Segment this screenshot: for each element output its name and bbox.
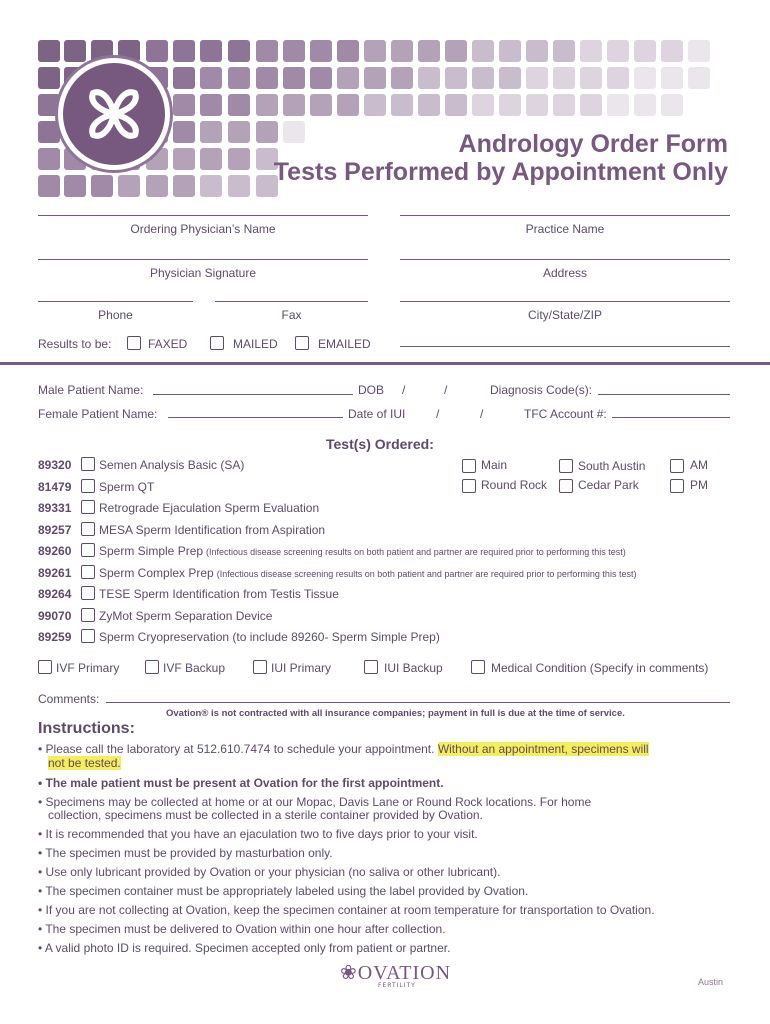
instruction-1-cont xyxy=(48,756,121,770)
pattern-square xyxy=(283,67,305,89)
results-to-be-label: Results to be: xyxy=(38,337,112,351)
test-name: TESE Sperm Identification from Testis Tissue xyxy=(99,587,339,601)
pattern-square xyxy=(391,67,413,89)
pattern-square xyxy=(526,94,548,116)
instruction-8: • If you are not collecting at Ovation, keep the specimen container at room temperature for transportation to Ovation. xyxy=(38,903,655,917)
pattern-square xyxy=(256,94,278,116)
pattern-square xyxy=(634,94,656,116)
test-code: 89257 xyxy=(38,522,72,537)
pattern-square xyxy=(38,40,60,62)
pattern-square xyxy=(64,40,86,62)
test-note: (Infectious disease screening results on both patient and partner are required prior to performing this test) xyxy=(216,568,637,579)
dob-slash-1: / xyxy=(402,383,406,397)
pattern-square xyxy=(256,121,278,143)
instruction-3: • Specimens may be collected at home or at our Mopac, Davis Lane or Round Rock locations. For home xyxy=(38,795,592,809)
test-name: ZyMot Sperm Separation Device xyxy=(99,608,273,623)
pattern-square xyxy=(64,175,86,197)
comments-line[interactable] xyxy=(106,702,730,703)
date-of-iui-label: Date of IUI xyxy=(348,407,406,421)
fax-line[interactable] xyxy=(215,301,368,302)
medical-condition-checkbox[interactable] xyxy=(471,660,485,674)
pattern-square xyxy=(310,94,332,116)
pattern-square xyxy=(634,40,656,62)
pattern-square xyxy=(364,40,386,62)
pattern-square xyxy=(580,40,602,62)
pattern-square xyxy=(472,40,494,62)
city-state-zip-line[interactable] xyxy=(400,301,730,302)
emailed-checkbox[interactable] xyxy=(295,336,309,350)
test-item xyxy=(99,630,440,644)
pattern-square xyxy=(688,40,710,62)
pattern-square xyxy=(173,40,195,62)
pattern-square xyxy=(283,40,305,62)
pattern-square xyxy=(228,148,250,170)
ivf-backup-checkbox[interactable] xyxy=(145,660,159,674)
test-name: Sperm Simple Prep xyxy=(99,544,204,558)
iui-backup-checkbox[interactable] xyxy=(364,660,378,674)
pattern-square xyxy=(200,121,222,143)
pattern-square xyxy=(418,40,440,62)
pattern-square xyxy=(526,40,548,62)
pattern-square xyxy=(310,40,332,62)
pattern-square xyxy=(310,67,332,89)
footer-sub: FERTILITY xyxy=(378,982,416,989)
test-code: 89320 xyxy=(38,458,72,472)
comments-label: Comments: xyxy=(38,692,100,706)
faxed-checkbox[interactable] xyxy=(127,336,141,350)
test-checkbox[interactable] xyxy=(81,608,95,622)
fax-label: Fax xyxy=(281,308,302,322)
test-name: Sperm Cryopreservation (to include 89260- Sperm Simple Prep) xyxy=(99,630,440,644)
medical-condition-label: Medical Condition (Specify in comments) xyxy=(491,661,709,675)
pattern-square xyxy=(200,94,222,116)
dob-slash-2: / xyxy=(444,383,448,397)
instruction-4: • It is recommended that you have an ejaculation two to five days prior to your visit. xyxy=(38,827,478,841)
test-item xyxy=(99,458,244,472)
practice-name-line[interactable] xyxy=(400,215,730,216)
test-checkbox[interactable] xyxy=(81,565,95,579)
pattern-square xyxy=(553,94,575,116)
dob-label: DOB xyxy=(358,383,385,397)
location-south-austin-checkbox[interactable] xyxy=(559,459,573,473)
pattern-square xyxy=(634,67,656,89)
ovation-logo xyxy=(58,58,170,170)
pattern-square xyxy=(228,175,250,197)
location-round-rock-label: Round Rock xyxy=(481,478,548,492)
am-label: AM xyxy=(690,458,708,472)
instruction-6: • Use only lubricant provided by Ovation or your physician (no saliva or other lubricant). xyxy=(38,865,501,879)
male-patient-name-line[interactable] xyxy=(153,394,353,395)
pattern-square xyxy=(38,175,60,197)
location-south-austin-label: South Austin xyxy=(578,459,646,473)
pattern-square xyxy=(472,67,494,89)
location-main-label: Main xyxy=(481,458,508,472)
ordering-physician-line[interactable] xyxy=(38,215,368,216)
instruction-3-cont: collection, specimens must be collected in a sterile container provided by Ovation. xyxy=(48,808,483,822)
test-code: 81479 xyxy=(38,479,72,494)
iui-slash-1: / xyxy=(436,407,440,421)
instruction-1 xyxy=(38,742,649,756)
pattern-square xyxy=(418,67,440,89)
pattern-square xyxy=(228,121,250,143)
pattern-square xyxy=(688,67,710,89)
ivf-primary-checkbox[interactable] xyxy=(38,660,52,674)
pattern-square xyxy=(173,94,195,116)
pattern-square xyxy=(38,94,60,116)
pattern-square xyxy=(337,94,359,116)
pm-label: PM xyxy=(690,478,708,492)
ivf-primary-label: IVF Primary xyxy=(56,661,120,675)
insurance-disclaimer: Ovation® is not contracted with all insurance companies; payment in full is due at the time of service. xyxy=(166,708,625,719)
test-checkbox[interactable] xyxy=(81,457,95,471)
pattern-square xyxy=(91,175,113,197)
diagnosis-codes-label: Diagnosis Code(s): xyxy=(490,383,593,397)
female-patient-name-line[interactable] xyxy=(168,417,343,418)
test-code: 99070 xyxy=(38,608,72,623)
test-name: MESA Sperm Identification from Aspiration xyxy=(99,522,326,537)
pattern-square xyxy=(337,40,359,62)
pattern-square xyxy=(283,94,305,116)
female-patient-name-label: Female Patient Name: xyxy=(38,407,158,421)
city-state-zip-label: City/State/ZIP xyxy=(527,308,603,322)
pattern-square xyxy=(146,40,168,62)
test-note: (Infectious disease screening results on both patient and partner are required prior to performing this test) xyxy=(206,547,626,557)
pattern-square xyxy=(472,94,494,116)
test-checkbox[interactable] xyxy=(81,629,95,643)
form-title: Andrology Order Form xyxy=(458,130,728,158)
pattern-square xyxy=(38,121,60,143)
tfc-account-line[interactable] xyxy=(612,417,730,418)
tfc-account-label: TFC Account #: xyxy=(524,407,607,421)
footer-butterfly-icon: ❀ xyxy=(340,962,358,984)
pattern-square xyxy=(118,175,140,197)
pattern-square xyxy=(200,40,222,62)
pattern-square xyxy=(283,121,305,143)
instructions-heading: Instructions: xyxy=(38,720,135,737)
pattern-square xyxy=(661,94,683,116)
test-checkbox[interactable] xyxy=(81,543,95,557)
test-code: 89259 xyxy=(38,630,72,644)
address-label: Address xyxy=(542,266,588,280)
test-name: Retrograde Ejaculation Sperm Evaluation xyxy=(99,501,320,515)
pattern-square xyxy=(499,94,521,116)
pattern-square xyxy=(256,67,278,89)
pattern-square xyxy=(553,40,575,62)
test-name: Sperm QT xyxy=(99,479,155,494)
pattern-square xyxy=(146,175,168,197)
pattern-square xyxy=(200,67,222,89)
pattern-square xyxy=(38,148,60,170)
instruction-7: • The specimen container must be appropriately labeled using the label provided by Ovation. xyxy=(38,884,529,898)
tests-ordered-heading: Test(s) Ordered: xyxy=(326,436,434,452)
instruction-1-text: • Please call the laboratory at 512.610.7474 to schedule your appointment. xyxy=(38,742,435,756)
instruction-5: • The specimen must be provided by masturbation only. xyxy=(38,846,333,860)
pattern-square xyxy=(661,67,683,89)
test-checkbox[interactable] xyxy=(81,522,95,536)
test-code: 89260 xyxy=(38,544,72,558)
pattern-square xyxy=(526,67,548,89)
test-item xyxy=(99,566,636,580)
test-item xyxy=(99,501,319,515)
pm-checkbox[interactable] xyxy=(670,479,684,493)
pattern-square xyxy=(228,40,250,62)
pattern-square xyxy=(337,67,359,89)
test-item xyxy=(99,480,154,494)
diagnosis-codes-line[interactable] xyxy=(598,394,730,395)
pattern-square xyxy=(173,175,195,197)
mailed-checkbox[interactable] xyxy=(210,336,224,350)
form-subtitle: Tests Performed by Appointment Only xyxy=(273,158,728,186)
ivf-backup-label: IVF Backup xyxy=(163,661,226,675)
iui-primary-label: IUI Primary xyxy=(271,661,331,675)
test-code: 89331 xyxy=(38,501,72,515)
iui-primary-checkbox[interactable] xyxy=(253,660,267,674)
instruction-2: • The male patient must be present at Ovation for the first appointment. xyxy=(38,776,444,790)
location-cedar-park-label: Cedar Park xyxy=(578,478,639,492)
phone-line[interactable] xyxy=(38,301,193,302)
iui-backup-label: IUI Backup xyxy=(384,661,443,675)
mailed-label: MAILED xyxy=(233,337,278,351)
test-item xyxy=(99,544,626,558)
test-name: Semen Analysis Basic (SA) xyxy=(99,458,245,472)
location-cedar-park-checkbox[interactable] xyxy=(559,479,573,493)
pattern-square xyxy=(580,67,602,89)
pattern-square xyxy=(553,67,575,89)
section-divider xyxy=(0,362,770,365)
pattern-square xyxy=(580,94,602,116)
footer-location: Austin xyxy=(698,977,724,987)
pattern-square xyxy=(256,40,278,62)
pattern-square xyxy=(200,148,222,170)
email-line[interactable] xyxy=(400,346,730,347)
pattern-square xyxy=(200,175,222,197)
pattern-square xyxy=(228,67,250,89)
pattern-square xyxy=(173,148,195,170)
emailed-label: EMAILED xyxy=(318,337,371,351)
physician-signature-label: Physician Signature xyxy=(149,266,257,280)
location-round-rock-checkbox[interactable] xyxy=(462,479,476,493)
am-checkbox[interactable] xyxy=(670,459,684,473)
pattern-square xyxy=(445,40,467,62)
pattern-square xyxy=(499,40,521,62)
pattern-square xyxy=(499,67,521,89)
pattern-square xyxy=(445,94,467,116)
iui-slash-2: / xyxy=(480,407,484,421)
pattern-square xyxy=(173,121,195,143)
test-item xyxy=(99,609,272,623)
pattern-square xyxy=(38,67,60,89)
ordering-physician-label: Ordering Physician’s Name xyxy=(130,222,276,236)
phone-label: Phone xyxy=(98,308,133,322)
instruction-9: • The specimen must be delivered to Ovation within one hour after collection. xyxy=(38,922,446,936)
test-item xyxy=(99,523,325,537)
pattern-square xyxy=(364,94,386,116)
pattern-square xyxy=(661,40,683,62)
pattern-square xyxy=(391,94,413,116)
pattern-square xyxy=(391,40,413,62)
butterfly-icon xyxy=(63,63,165,165)
test-name: Sperm Complex Prep xyxy=(99,565,214,580)
test-checkbox[interactable] xyxy=(81,500,95,514)
signature-line[interactable] xyxy=(38,259,368,260)
pattern-square xyxy=(364,67,386,89)
practice-name-label: Practice Name xyxy=(525,222,605,236)
pattern-square xyxy=(607,94,629,116)
test-checkbox[interactable] xyxy=(81,586,95,600)
location-main-checkbox[interactable] xyxy=(462,459,476,473)
instruction-1-highlight-cont: not be tested. xyxy=(48,756,121,770)
test-item xyxy=(99,587,339,601)
faxed-label: FAXED xyxy=(148,337,188,351)
male-patient-name-label: Male Patient Name: xyxy=(38,383,144,397)
pattern-square xyxy=(607,67,629,89)
footer-brand: OVATION xyxy=(357,962,452,984)
pattern-square xyxy=(607,40,629,62)
test-code: 89264 xyxy=(38,587,72,601)
pattern-square xyxy=(228,94,250,116)
pattern-square xyxy=(418,94,440,116)
address-line[interactable] xyxy=(400,259,730,260)
instruction-1-highlight: Without an appointment, specimens will xyxy=(437,742,649,756)
test-checkbox[interactable] xyxy=(81,479,95,493)
test-code: 89261 xyxy=(38,565,72,580)
pattern-square xyxy=(445,67,467,89)
instruction-10: • A valid photo ID is required. Specimen accepted only from patient or partner. xyxy=(38,941,451,955)
pattern-square xyxy=(173,67,195,89)
